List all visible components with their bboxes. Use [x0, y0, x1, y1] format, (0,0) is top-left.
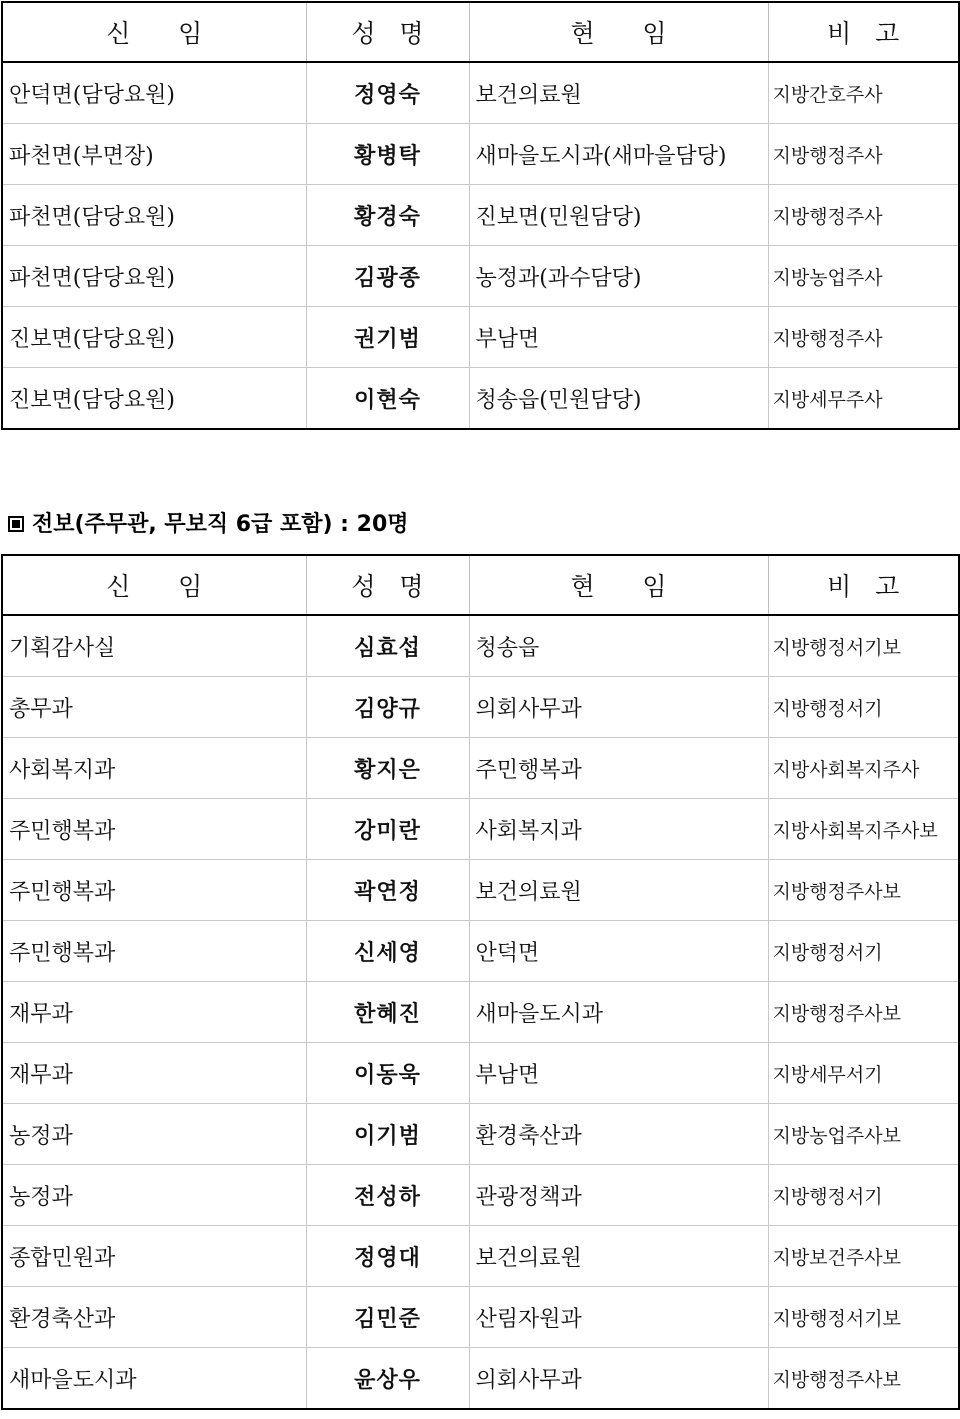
cell-new-post: 종합민원과 [2, 1226, 306, 1287]
cell-note: 지방농업주사보 [768, 1104, 959, 1165]
cell-name: 황지은 [306, 738, 469, 799]
appointment-table-2 [1, 554, 960, 1410]
cell-note: 지방행정주사 [768, 185, 959, 246]
cell-new-post: 파천면(담당요원) [2, 246, 306, 307]
cell-current-post: 의회사무과 [469, 1348, 768, 1410]
cell-note: 지방행정주사 [768, 124, 959, 185]
cell-new-post: 진보면(담당요원) [2, 307, 306, 368]
header-name: 성 명 [306, 555, 469, 615]
cell-current-post: 농정과(과수담당) [469, 246, 768, 307]
cell-note: 지방행정서기 [768, 1165, 959, 1226]
cell-name: 심효섭 [306, 615, 469, 677]
cell-new-post: 농정과 [2, 1104, 306, 1165]
cell-name: 곽연정 [306, 860, 469, 921]
cell-note: 지방세무서기 [768, 1043, 959, 1104]
table-row [2, 368, 959, 430]
cell-note: 지방행정서기보 [768, 615, 959, 677]
cell-name: 황병탁 [306, 124, 469, 185]
cell-current-post: 안덕면 [469, 921, 768, 982]
cell-name: 이기범 [306, 1104, 469, 1165]
header-new-post: 신 임 [2, 2, 306, 62]
table-row [2, 1226, 959, 1287]
cell-name: 정영대 [306, 1226, 469, 1287]
cell-current-post: 보건의료원 [469, 62, 768, 124]
header-current-post: 현 임 [469, 2, 768, 62]
cell-note: 지방행정주사 [768, 307, 959, 368]
cell-new-post: 사회복지과 [2, 738, 306, 799]
cell-note: 지방사회복지주사 [768, 738, 959, 799]
cell-name: 김양규 [306, 677, 469, 738]
cell-new-post: 안덕면(담당요원) [2, 62, 306, 124]
cell-name: 윤상우 [306, 1348, 469, 1410]
cell-note: 지방사회복지주사보 [768, 799, 959, 860]
table-row [2, 615, 959, 677]
table-row [2, 1104, 959, 1165]
cell-note: 지방보건주사보 [768, 1226, 959, 1287]
cell-current-post: 부남면 [469, 1043, 768, 1104]
cell-note: 지방행정서기보 [768, 1287, 959, 1348]
section-title-text: 전보(주무관, 무보직 6급 포함) : 20명 [32, 512, 409, 537]
cell-new-post: 환경축산과 [2, 1287, 306, 1348]
table-row [2, 921, 959, 982]
cell-current-post: 산림자원과 [469, 1287, 768, 1348]
cell-current-post: 보건의료원 [469, 860, 768, 921]
table-header-row [2, 555, 959, 615]
cell-name: 황경숙 [306, 185, 469, 246]
cell-name: 강미란 [306, 799, 469, 860]
cell-current-post: 청송읍 [469, 615, 768, 677]
cell-new-post: 재무과 [2, 982, 306, 1043]
cell-name: 전성하 [306, 1165, 469, 1226]
cell-current-post: 사회복지과 [469, 799, 768, 860]
cell-note: 지방행정주사보 [768, 1348, 959, 1410]
cell-new-post: 농정과 [2, 1165, 306, 1226]
table-row [2, 677, 959, 738]
cell-name: 권기범 [306, 307, 469, 368]
table-row [2, 1287, 959, 1348]
cell-note: 지방행정주사보 [768, 982, 959, 1043]
cell-current-post: 환경축산과 [469, 1104, 768, 1165]
header-note: 비 고 [768, 555, 959, 615]
cell-new-post: 주민행복과 [2, 799, 306, 860]
cell-note: 지방행정서기 [768, 677, 959, 738]
header-current-post: 현 임 [469, 555, 768, 615]
header-note: 비 고 [768, 2, 959, 62]
table-row [2, 799, 959, 860]
cell-new-post: 재무과 [2, 1043, 306, 1104]
cell-note: 지방간호주사 [768, 62, 959, 124]
appointment-table-1 [1, 1, 960, 430]
cell-name: 김광종 [306, 246, 469, 307]
header-new-post: 신 임 [2, 555, 306, 615]
cell-name: 이동욱 [306, 1043, 469, 1104]
cell-current-post: 주민행복과 [469, 738, 768, 799]
table-row [2, 982, 959, 1043]
table-row [2, 246, 959, 307]
cell-note: 지방행정서기 [768, 921, 959, 982]
cell-new-post: 파천면(담당요원) [2, 185, 306, 246]
table-row [2, 1043, 959, 1104]
cell-new-post: 기획감사실 [2, 615, 306, 677]
cell-new-post: 새마을도시과 [2, 1348, 306, 1410]
table-row [2, 1348, 959, 1410]
cell-current-post: 관광정책과 [469, 1165, 768, 1226]
cell-new-post: 파천면(부면장) [2, 124, 306, 185]
cell-new-post: 총무과 [2, 677, 306, 738]
cell-name: 정영숙 [306, 62, 469, 124]
table-row [2, 307, 959, 368]
cell-note: 지방세무주사 [768, 368, 959, 430]
cell-current-post: 부남면 [469, 307, 768, 368]
cell-current-post: 청송읍(민원담당) [469, 368, 768, 430]
header-name: 성 명 [306, 2, 469, 62]
table-row [2, 124, 959, 185]
table-row [2, 62, 959, 124]
table-row [2, 860, 959, 921]
cell-new-post: 진보면(담당요원) [2, 368, 306, 430]
cell-current-post: 보건의료원 [469, 1226, 768, 1287]
cell-current-post: 진보면(민원담당) [469, 185, 768, 246]
table-row [2, 1165, 959, 1226]
cell-new-post: 주민행복과 [2, 860, 306, 921]
cell-current-post: 새마을도시과(새마을담당) [469, 124, 768, 185]
square-bullet-icon [8, 516, 24, 532]
cell-note: 지방농업주사 [768, 246, 959, 307]
cell-name: 이현숙 [306, 368, 469, 430]
cell-name: 신세영 [306, 921, 469, 982]
table-header-row [2, 2, 959, 62]
table-row [2, 185, 959, 246]
cell-current-post: 의회사무과 [469, 677, 768, 738]
cell-note: 지방행정주사보 [768, 860, 959, 921]
section-title-transfer [8, 507, 409, 538]
cell-name: 한혜진 [306, 982, 469, 1043]
cell-new-post: 주민행복과 [2, 921, 306, 982]
cell-name: 김민준 [306, 1287, 469, 1348]
table-row [2, 738, 959, 799]
cell-current-post: 새마을도시과 [469, 982, 768, 1043]
